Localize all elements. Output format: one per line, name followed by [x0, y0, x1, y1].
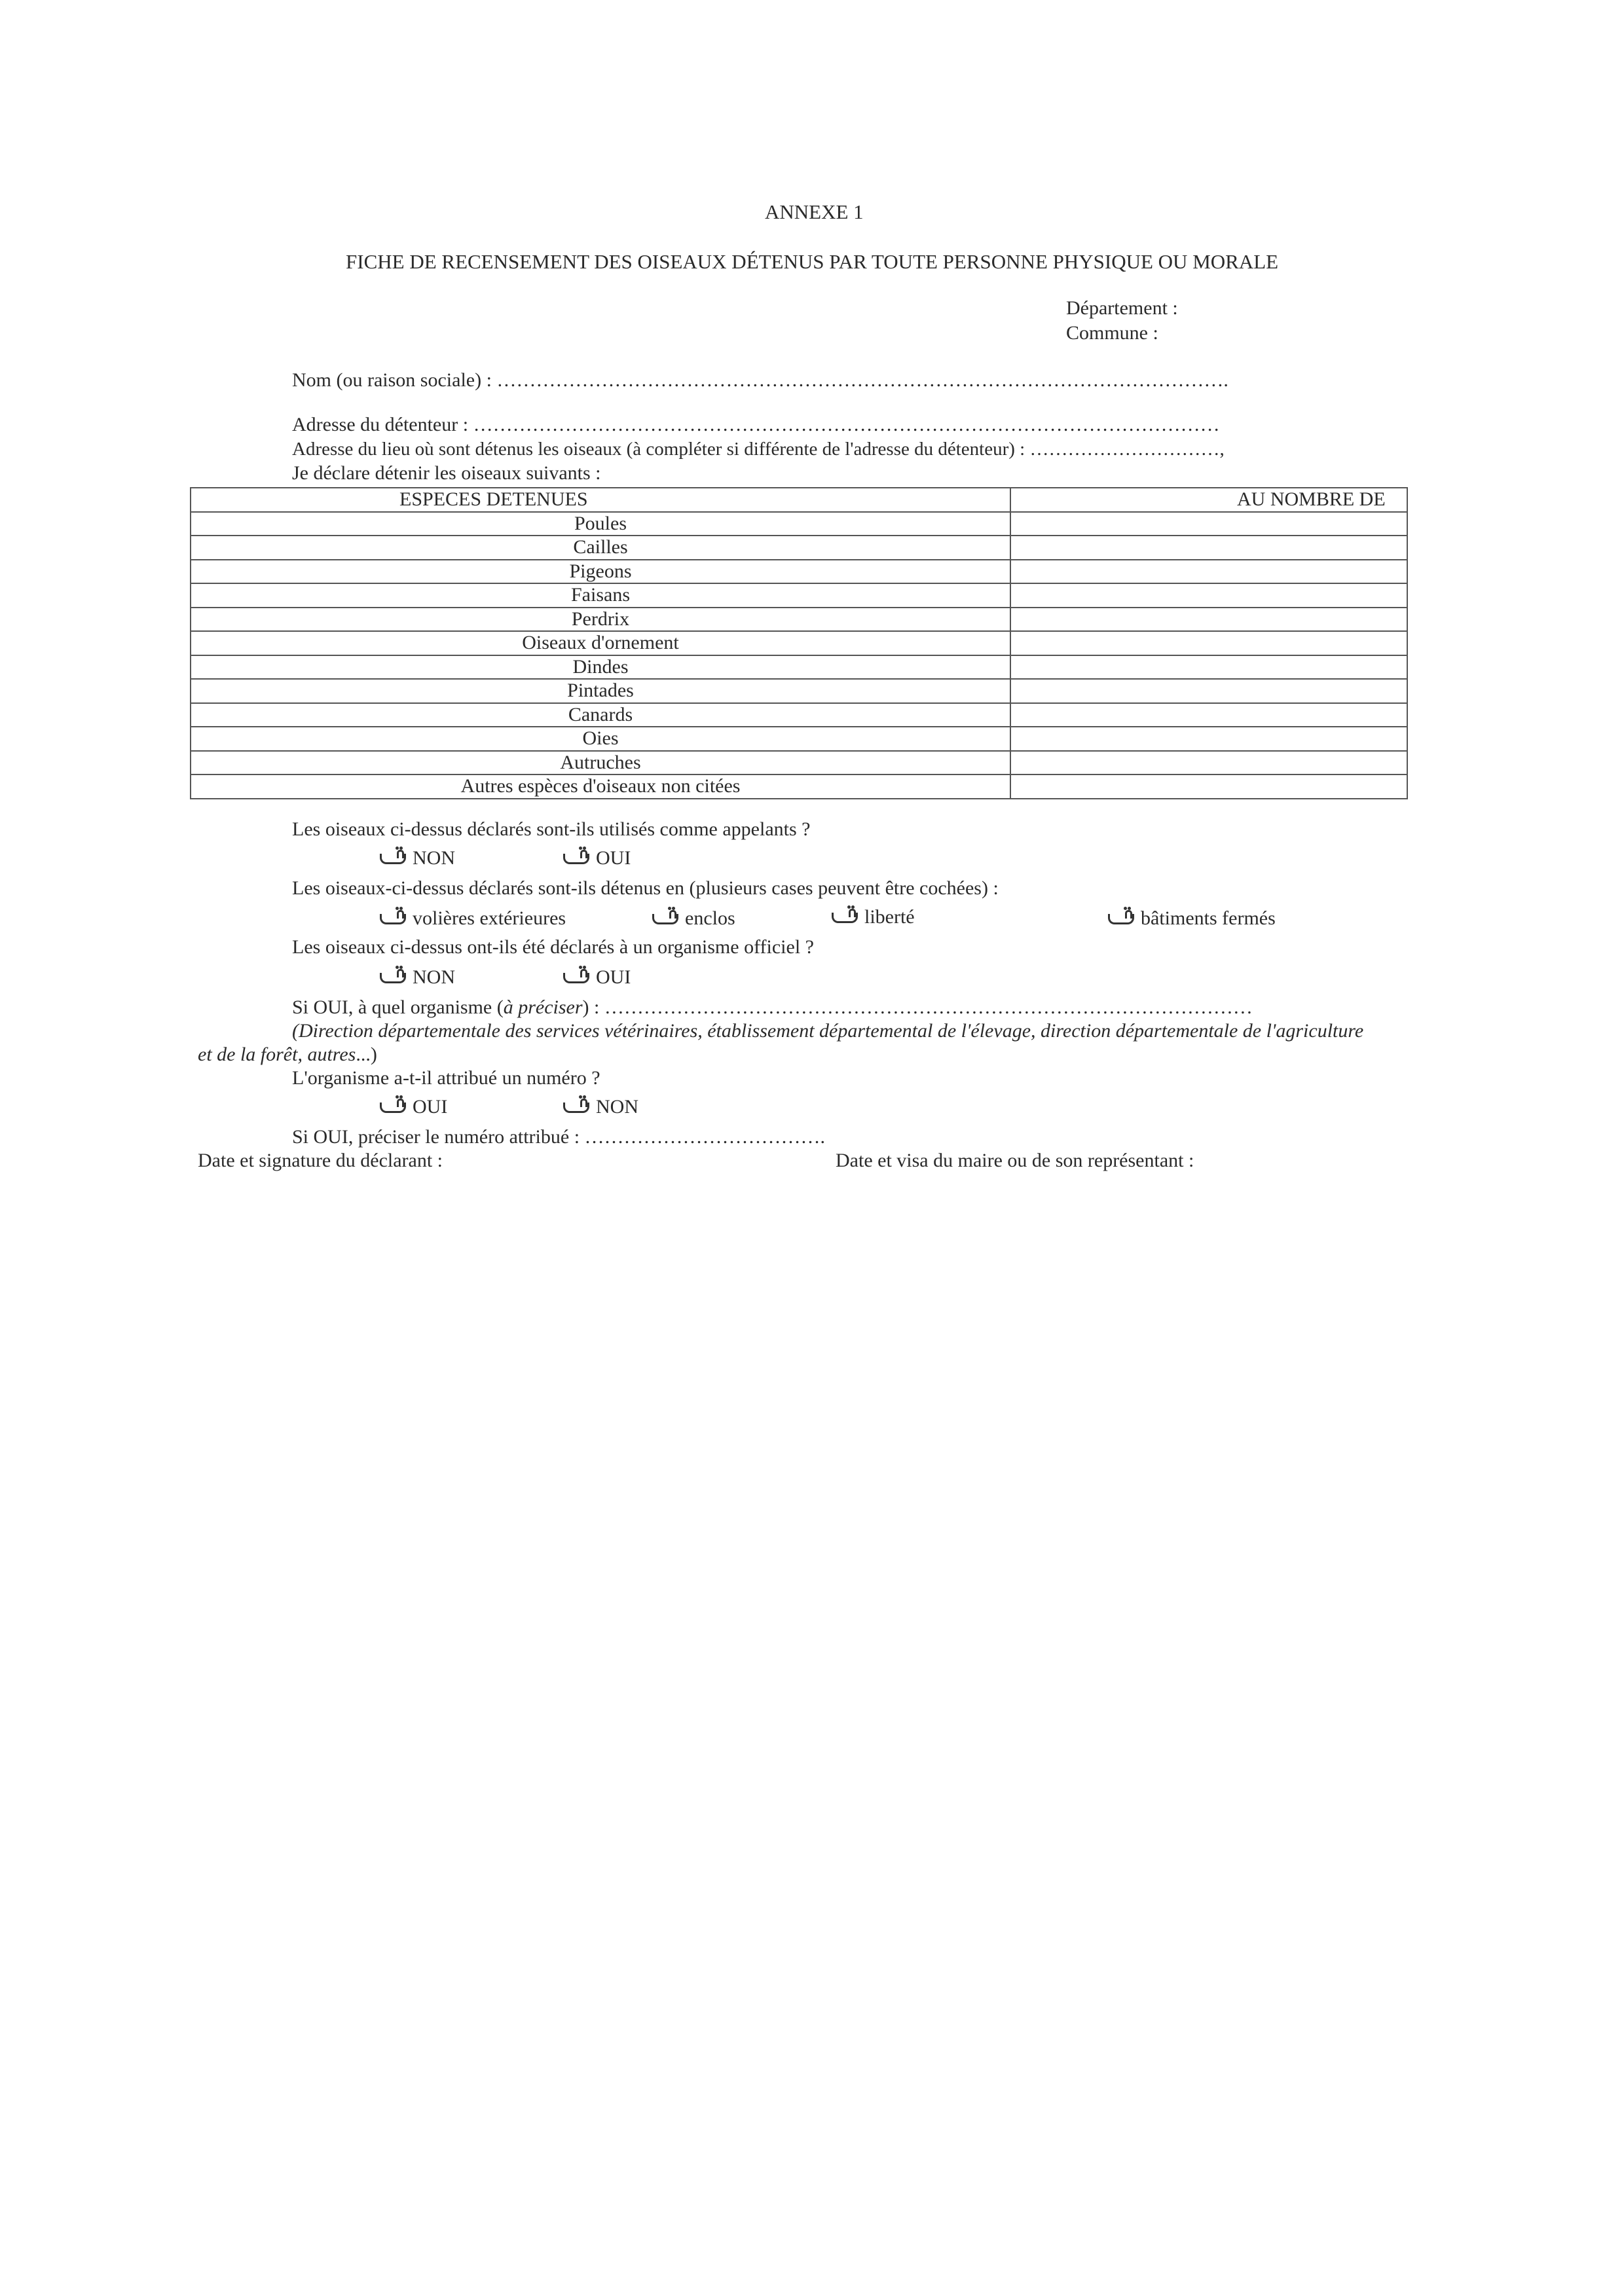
count-input-cell[interactable] — [1010, 727, 1407, 751]
species-name-cell: Oiseaux d'ornement — [191, 631, 1010, 655]
species-name-cell: Canards — [191, 703, 1010, 727]
adresse-lieu-field[interactable]: Adresse du lieu où sont détenus les oiseaux (à compléter si différente de l'adresse du détenteur) : …………………………, — [292, 439, 1225, 460]
species-name-cell: Pigeons — [191, 560, 1010, 584]
species-name-cell: Faisans — [191, 583, 1010, 608]
organisme-note-text: et de la forêt, autres — [198, 1044, 356, 1065]
table-row — [191, 560, 1407, 584]
column-header-species: ESPECES DETENUES — [191, 488, 1010, 512]
organisme-field[interactable] — [292, 996, 1253, 1019]
visa-maire[interactable]: Date et visa du maire ou de son représentant : — [836, 1150, 1194, 1171]
checkbox-icon[interactable] — [562, 845, 591, 867]
species-name-cell: Cailles — [191, 536, 1010, 560]
count-input-cell[interactable] — [1010, 774, 1407, 799]
option-label: NON — [596, 1096, 638, 1118]
table-row — [191, 703, 1407, 727]
count-input-cell[interactable] — [1010, 679, 1407, 703]
table-row — [191, 536, 1407, 560]
count-input-cell[interactable] — [1010, 512, 1407, 536]
question-detention: Les oiseaux-ci-dessus déclarés sont-ils détenus en (plusieurs cases peuvent être cochées) : — [292, 877, 999, 899]
organisme-prefix: Si OUI, à quel organisme ( — [292, 996, 504, 1018]
declaration-label: Je déclare détenir les oiseaux suivants : — [292, 462, 601, 484]
organisme-note-end: ...) — [356, 1044, 377, 1065]
table-row — [191, 512, 1407, 536]
commune-field[interactable]: Commune : — [1066, 322, 1158, 344]
question-numero: L'organisme a-t-il attribué un numéro ? — [292, 1067, 600, 1089]
option-label: OUI — [413, 1096, 448, 1118]
column-header-count: AU NOMBRE DE — [1010, 488, 1407, 512]
table-row — [191, 655, 1407, 680]
table-row — [191, 727, 1407, 751]
count-input-cell[interactable] — [1010, 751, 1407, 775]
checkbox-icon[interactable] — [651, 905, 680, 927]
table-row — [191, 608, 1407, 632]
count-input-cell[interactable] — [1010, 536, 1407, 560]
option-label: volières extérieures — [413, 907, 566, 929]
checkbox-icon[interactable] — [378, 905, 407, 927]
species-name-cell: Pintades — [191, 679, 1010, 703]
option-label: OUI — [596, 847, 631, 869]
nom-field[interactable]: Nom (ou raison sociale) : …………………………………………………………………………………………………. — [292, 369, 1228, 391]
numero-attribue-field[interactable]: Si OUI, préciser le numéro attribué : ………………………………. — [292, 1126, 826, 1148]
organisme-note-line1: (Direction départementale des services vétérinaires, établissement départemental de l'élevage, direction départementale de l'agriculture — [292, 1020, 1364, 1042]
question-organisme-officiel: Les oiseaux ci-dessus ont-ils été déclarés à un organisme officiel ? — [292, 936, 814, 958]
table-row — [191, 751, 1407, 775]
species-name-cell: Poules — [191, 512, 1010, 536]
species-name-cell: Dindes — [191, 655, 1010, 680]
count-input-cell[interactable] — [1010, 608, 1407, 632]
count-input-cell[interactable] — [1010, 583, 1407, 608]
species-name-cell: Perdrix — [191, 608, 1010, 632]
option-label: OUI — [596, 966, 631, 988]
species-table — [190, 487, 1408, 799]
option-label: enclos — [685, 907, 735, 929]
table-row — [191, 583, 1407, 608]
checkbox-icon[interactable] — [378, 1093, 407, 1116]
checkbox-icon[interactable] — [1107, 905, 1135, 927]
checkbox-icon[interactable] — [830, 903, 859, 926]
organisme-italic: à préciser — [503, 996, 583, 1018]
species-name-cell: Autruches — [191, 751, 1010, 775]
option-label: NON — [413, 847, 455, 869]
species-name-cell: Autres espèces d'oiseaux non citées — [191, 774, 1010, 799]
count-input-cell[interactable] — [1010, 631, 1407, 655]
species-name-cell: Oies — [191, 727, 1010, 751]
organisme-suffix: ) : ……………………………………………………………………………………… — [582, 996, 1253, 1018]
option-label: liberté — [864, 906, 915, 928]
departement-field[interactable]: Département : — [1066, 297, 1178, 319]
annex-number: ANNEXE 1 — [765, 200, 864, 223]
table-row — [191, 631, 1407, 655]
adresse-detenteur-field[interactable]: Adresse du détenteur : …………………………………………………………………………………………………… — [292, 414, 1220, 435]
count-input-cell[interactable] — [1010, 655, 1407, 680]
signature-declarant[interactable]: Date et signature du déclarant : — [198, 1150, 443, 1171]
option-label: NON — [413, 966, 455, 988]
table-row — [191, 679, 1407, 703]
table-row — [191, 774, 1407, 799]
checkbox-icon[interactable] — [378, 845, 407, 867]
option-label: bâtiments fermés — [1141, 907, 1276, 929]
count-input-cell[interactable] — [1010, 703, 1407, 727]
checkbox-icon[interactable] — [562, 1093, 591, 1116]
organisme-note-line2 — [198, 1044, 377, 1066]
count-input-cell[interactable] — [1010, 560, 1407, 584]
table-header-row — [191, 488, 1407, 512]
checkbox-icon[interactable] — [562, 964, 591, 986]
checkbox-icon[interactable] — [378, 964, 407, 986]
form-title: FICHE DE RECENSEMENT DES OISEAUX DÉTENUS PAR TOUTE PERSONNE PHYSIQUE OU MORALE — [346, 250, 1279, 273]
question-appelants: Les oiseaux ci-dessus déclarés sont-ils utilisés comme appelants ? — [292, 818, 811, 840]
